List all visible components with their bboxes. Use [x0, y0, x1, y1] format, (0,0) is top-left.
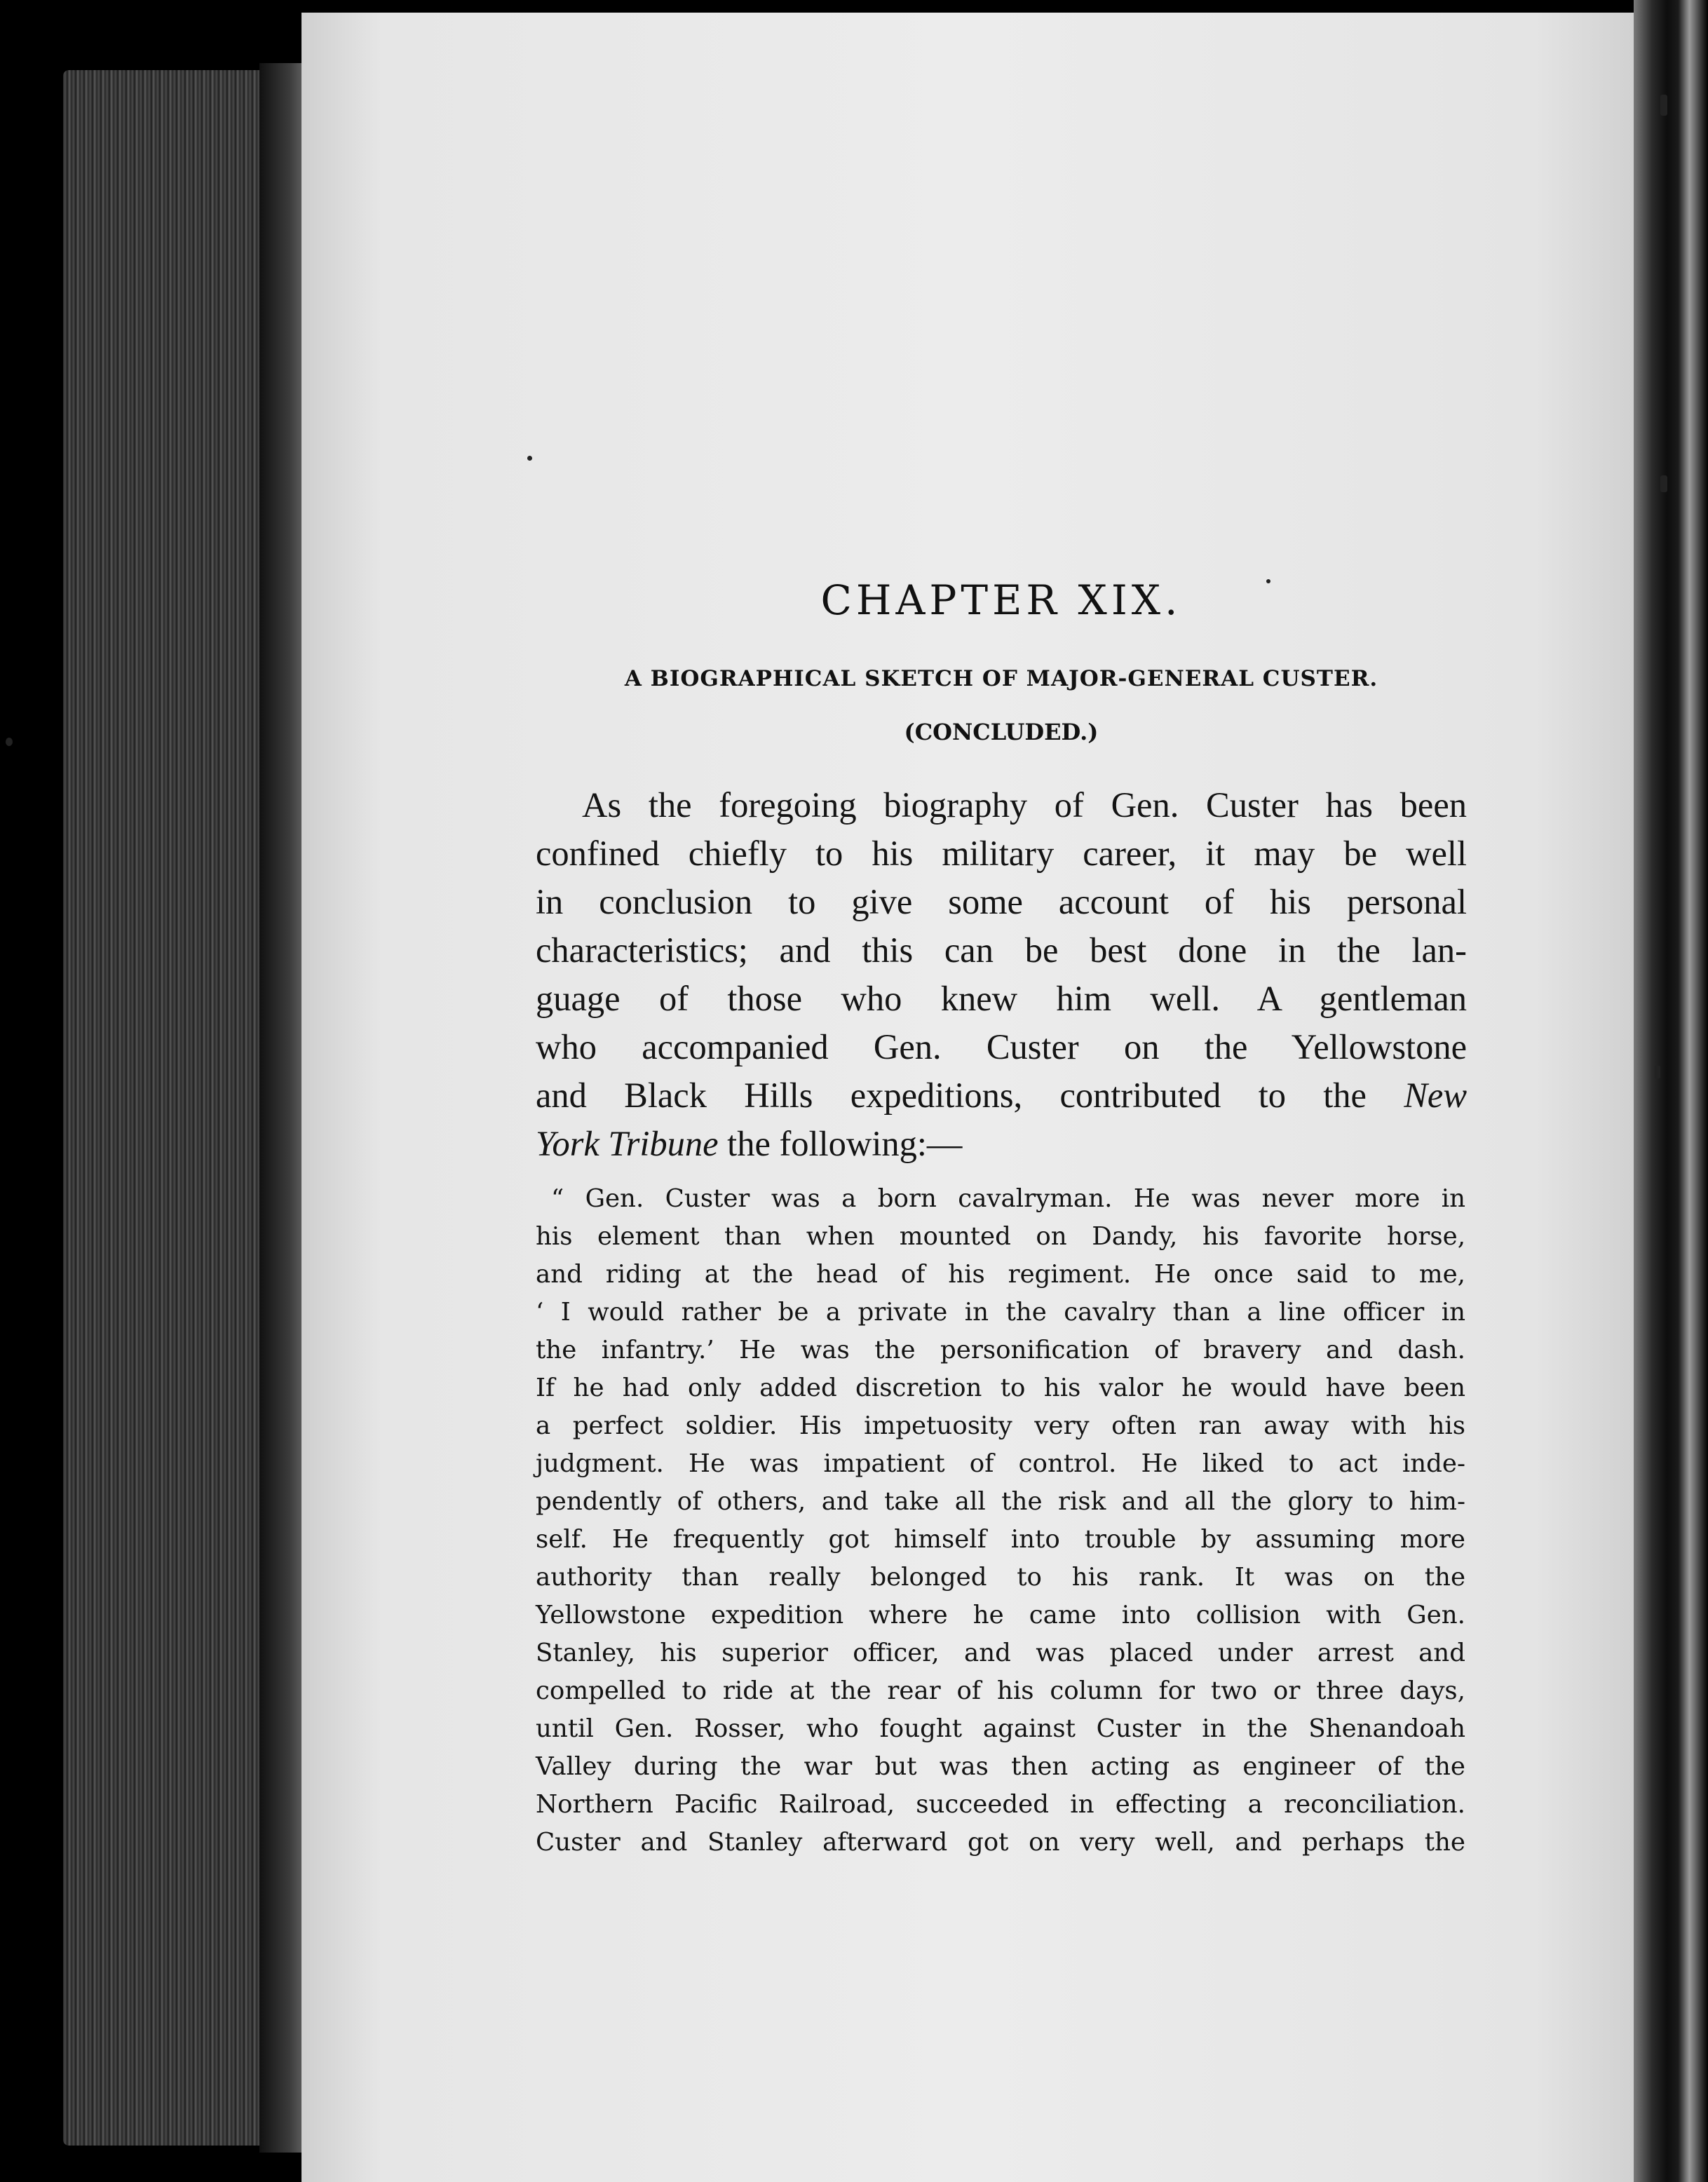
periodical-title: York Tribune [536, 1124, 719, 1163]
page-speck [1655, 1066, 1660, 1078]
intro-paragraph [536, 781, 1467, 1168]
text-line: self. He frequently got himself into trouble by assuming more [536, 1525, 1465, 1554]
chapter-subtitle: A BIOGRAPHICAL SKETCH OF MAJOR-GENERAL CUSTER. [624, 666, 1378, 691]
text-line: ‘ I would rather be a private in the cavalry than a line officer in [536, 1298, 1465, 1327]
quoted-passage [536, 1180, 1465, 1862]
periodical-title: New [1404, 1076, 1467, 1115]
text-line: York Tribune the following:— [536, 1124, 963, 1163]
text-line: his element than when mounted on Dandy, his favorite horse, [536, 1222, 1465, 1251]
chapter-title: CHAPTER XIX. [820, 576, 1182, 624]
text-line: compelled to ride at the rear of his column for two or three days, [536, 1676, 1465, 1705]
page-speck [527, 456, 532, 461]
show-through-text [533, 280, 1430, 327]
text-line: and riding at the head of his regiment. He once said to me, [536, 1260, 1465, 1289]
text-line: characteristics; and this can be best done in the lan- [536, 930, 1467, 970]
text-line: in conclusion to give some account of his personal [536, 882, 1467, 921]
text-line: As the foregoing biography of Gen. Custer has been [582, 785, 1467, 825]
show-through-header [533, 217, 1430, 264]
text-line: If he had only added discretion to his valor he would have been [536, 1374, 1465, 1402]
text-line: confined chiefly to his military career, it may be well [536, 834, 1467, 873]
text-line: pendently of others, and take all the risk and all the glory to him- [536, 1487, 1465, 1516]
text-line: Custer and Stanley afterward got on very well, and perhaps the [536, 1828, 1465, 1857]
text-line: until Gen. Rosser, who fought against Custer in the Shenandoah [536, 1714, 1465, 1743]
text-line: and Black Hills expeditions, contributed to the New [536, 1076, 1467, 1115]
text-line: who accompanied Gen. Custer on the Yellowstone [536, 1027, 1467, 1066]
concluded-label: (CONCLUDED.) [904, 719, 1099, 745]
page-speck [1660, 475, 1667, 492]
text-line: Yellowstone expedition where he came into collision with Gen. [536, 1601, 1465, 1629]
book-gutter [1634, 0, 1708, 2182]
page-speck [1660, 95, 1667, 116]
text-line: judgment. He was impatient of control. He liked to act inde- [536, 1449, 1465, 1478]
text-line: “ Gen. Custer was a born cavalryman. He was never more in [551, 1184, 1465, 1213]
page-speck [6, 738, 13, 746]
text-line: Stanley, his superior officer, and was placed under arrest and [536, 1639, 1465, 1667]
text-line: Valley during the war but was then acting as engineer of the [536, 1752, 1465, 1781]
text-line: guage of those who knew him well. A gentleman [536, 979, 1467, 1018]
text-line: the infantry.’ He was the personification of bravery and dash. [536, 1336, 1465, 1364]
text-line: Northern Pacific Railroad, succeeded in effecting a reconciliation. [536, 1790, 1465, 1819]
text-line: a perfect soldier. His impetuosity very often ran away with his [536, 1411, 1465, 1440]
text-line: authority than really belonged to his rank. It was on the [536, 1563, 1465, 1592]
